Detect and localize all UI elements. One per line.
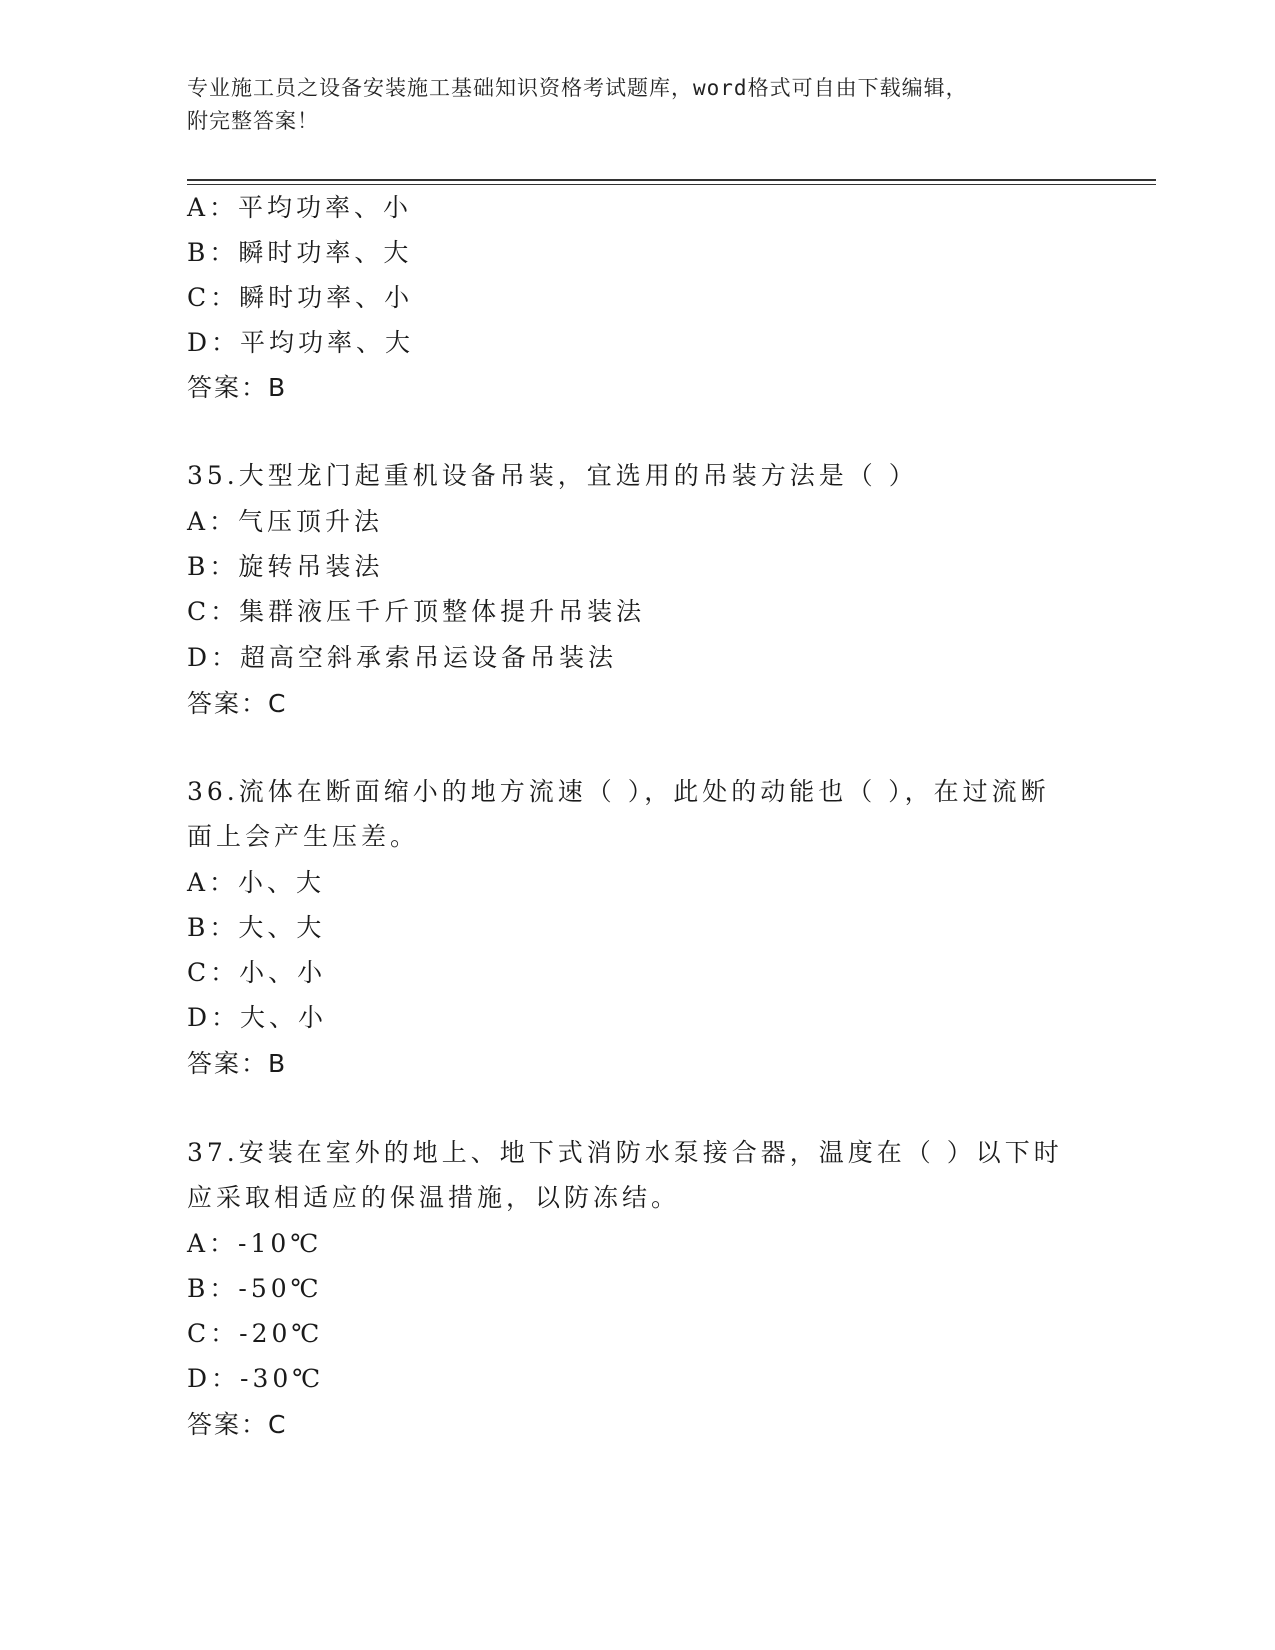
q34-option-a: A：平均功率、小 xyxy=(187,193,413,222)
q35-stem: 35.大型龙门起重机设备吊装，宜选用的吊装方法是（ ） xyxy=(187,461,918,490)
q34-option-c: C：瞬时功率、小 xyxy=(187,283,414,312)
q35-option-c: C：集群液压千斤顶整体提升吊装法 xyxy=(187,597,646,626)
document-header xyxy=(187,72,1087,138)
header-line-1: 专业施工员之设备安装施工基础知识资格考试题库，word格式可自由下载编辑， xyxy=(187,76,968,100)
q37-option-a: A：-10℃ xyxy=(187,1229,323,1258)
q37-answer: 答案：C xyxy=(187,1410,288,1439)
header-rule-thick xyxy=(187,179,1156,181)
q35-option-d: D：超高空斜承索吊运设备吊装法 xyxy=(187,643,618,672)
q35-option-b: B：旋转吊装法 xyxy=(187,552,384,581)
q34-option-b: B：瞬时功率、大 xyxy=(187,238,413,267)
q37-option-d: D：-30℃ xyxy=(187,1364,325,1393)
q36-option-a: A：小、大 xyxy=(187,868,326,897)
q35-answer: 答案：C xyxy=(187,689,288,718)
q37-option-c: C：-20℃ xyxy=(187,1319,324,1348)
q34-answer: 答案：B xyxy=(187,373,288,402)
q37-stem-line-2: 应采取相适应的保温措施，以防冻结。 xyxy=(187,1183,681,1212)
q36-option-c: C：小、小 xyxy=(187,958,327,987)
q36-stem-line-1: 36.流体在断面缩小的地方流速（ ），此处的动能也（ ），在过流断 xyxy=(187,777,1050,806)
q36-option-d: D：大、小 xyxy=(187,1003,328,1032)
q36-option-b: B：大、大 xyxy=(187,913,326,942)
q37-stem-line-1: 37.安装在室外的地上、地下式消防水泵接合器，温度在（ ）以下时 xyxy=(187,1138,1063,1167)
q34-option-d: D：平均功率、大 xyxy=(187,328,415,357)
q36-stem-line-2: 面上会产生压差。 xyxy=(187,822,420,851)
header-line-2: 附完整答案！ xyxy=(187,109,319,133)
header-rule-thin xyxy=(187,184,1156,185)
q37-option-b: B：-50℃ xyxy=(187,1274,323,1303)
q35-option-a: A：气压顶升法 xyxy=(187,507,384,536)
q36-answer: 答案：B xyxy=(187,1049,288,1078)
